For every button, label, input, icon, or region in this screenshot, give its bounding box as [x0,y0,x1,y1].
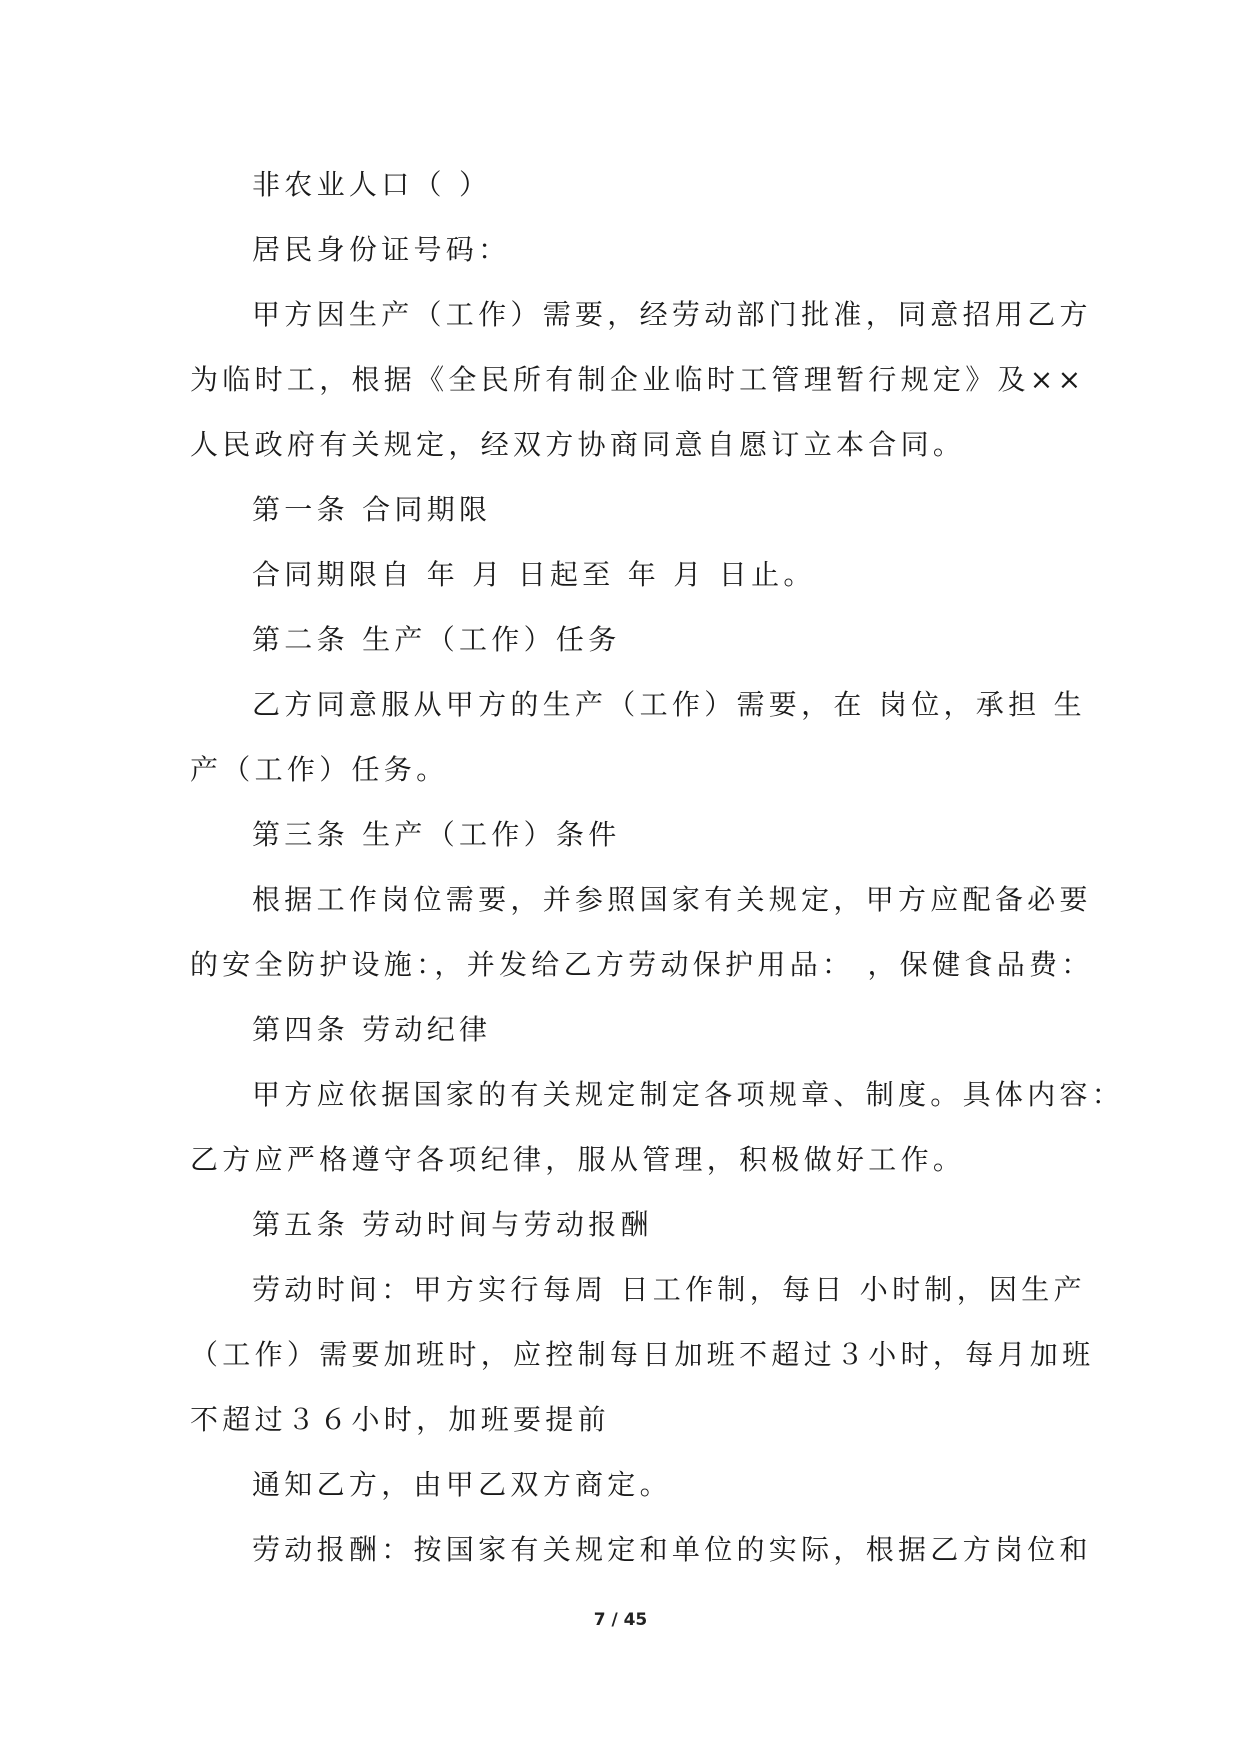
text-line: 合同期限自 年 月 日起至 年 月 日止。 [252,558,816,591]
text-line: 根据工作岗位需要，并参照国家有关规定，甲方应配备必要 [252,883,1092,916]
text-line: 甲方因生产（工作）需要，经劳动部门批准，同意招用乙方 [252,298,1092,331]
article-heading: 第三条 生产（工作）条件 [252,818,621,851]
text-line: 人民政府有关规定，经双方协商同意自愿订立本合同。 [190,428,966,461]
text-line: 居民身份证号码： [252,233,511,266]
text-line: 通知乙方，由甲乙双方商定。 [252,1468,672,1501]
document-body [190,152,1125,1582]
article-heading: 第四条 劳动纪律 [252,1013,492,1046]
page-number: 7 / 45 [593,1610,648,1630]
text-line: 劳动时间：甲方实行每周 日工作制，每日 小时制，因生产 [252,1273,1086,1306]
text-line: 乙方同意服从甲方的生产（工作）需要，在 岗位，承担 生 [252,688,1086,721]
article-heading: 第五条 劳动时间与劳动报酬 [252,1208,653,1241]
text-line: 乙方应严格遵守各项纪律，服从管理，积极做好工作。 [190,1143,966,1176]
text-line: 劳动报酬：按国家有关规定和单位的实际，根据乙方岗位和 [252,1533,1092,1566]
text-line: 的安全防护设施：，并发给乙方劳动保护用品： ，保健食品费： [190,948,1094,981]
text-line: 非农业人口（ ） [252,168,492,201]
text-line: 产（工作）任务。 [190,753,449,786]
text-line: 为临时工，根据《全民所有制企业临时工管理暂行规定》及×× [190,363,1086,396]
text-line: （工作）需要加班时，应控制每日加班不超过３小时，每月加班 [190,1338,1095,1371]
article-heading: 第二条 生产（工作）任务 [252,623,621,656]
article-heading: 第一条 合同期限 [252,493,492,526]
text-line: 甲方应依据国家的有关规定制定各项规章、制度。具体内容： [252,1078,1125,1111]
text-line: 不超过３６小时，加班要提前 [190,1403,610,1436]
